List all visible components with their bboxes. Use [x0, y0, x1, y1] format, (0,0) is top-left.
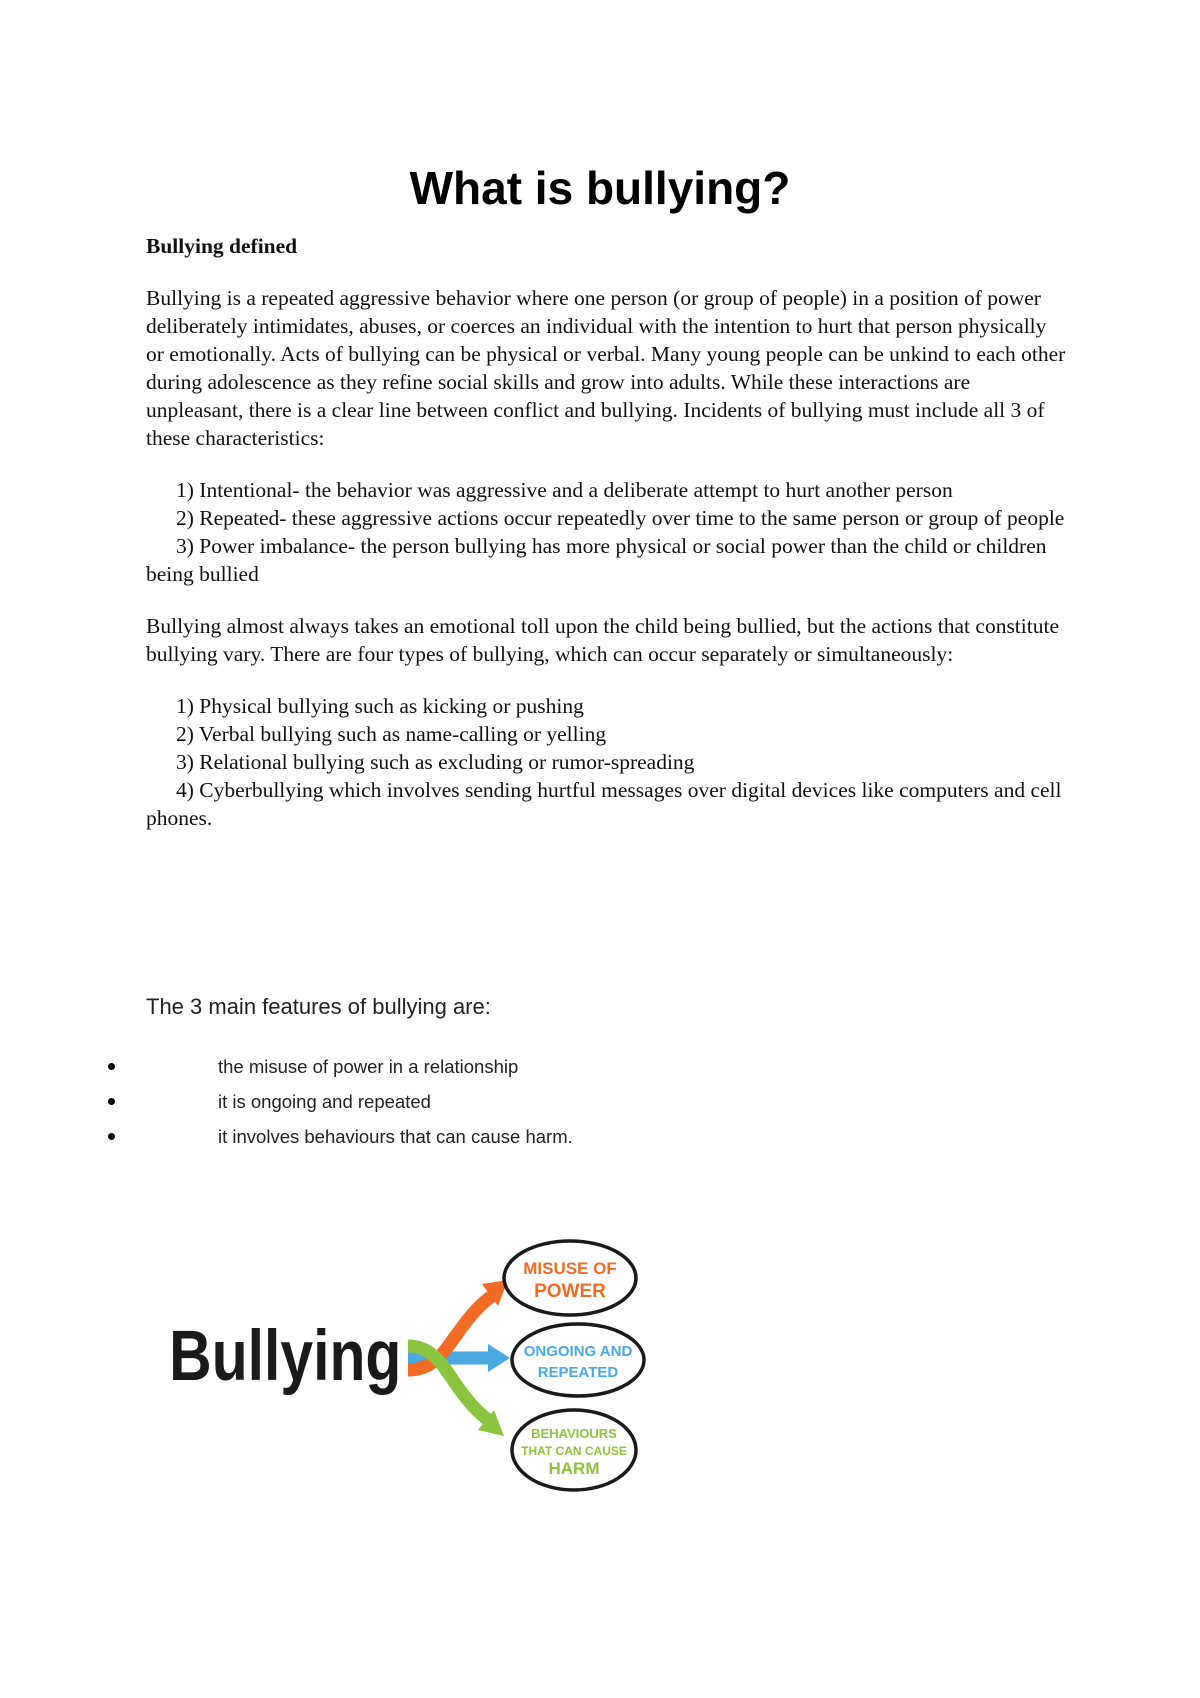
type-item: 2) Verbal bullying such as name-calling or yelling — [176, 722, 607, 746]
bullying-features-graphic — [160, 1230, 660, 1500]
bubble-outline — [512, 1324, 644, 1396]
bubble-misuse-of-power — [504, 1241, 636, 1315]
bubble-label: THAT CAN CAUSE — [521, 1444, 627, 1458]
bubble-ongoing-and-repeated — [512, 1324, 644, 1396]
bullet-dot-icon — [108, 1133, 115, 1140]
feature-text: it involves behaviours that can cause harm. — [218, 1126, 573, 1147]
bubble-label: HARM — [548, 1459, 600, 1478]
bullet-dot-icon — [108, 1098, 115, 1105]
types-list — [146, 692, 1066, 832]
feature-text: the misuse of power in a relationship — [218, 1056, 519, 1077]
characteristics-list — [146, 476, 1066, 588]
bubble-label: REPEATED — [537, 1364, 619, 1381]
page-title: What is bullying? — [409, 162, 791, 214]
bubble-outline — [504, 1241, 636, 1315]
bullying-word: Bullying — [169, 1315, 402, 1396]
features-list — [0, 1053, 1200, 1158]
bubble-label: POWER — [534, 1281, 606, 1302]
feature-item — [0, 1088, 1200, 1123]
section-heading: Bullying defined — [146, 234, 298, 258]
feature-text: it is ongoing and repeated — [218, 1091, 431, 1112]
feature-item — [0, 1053, 1200, 1088]
characteristic-item: 2) Repeated- these aggressive actions occur repeatedly over time to the same person or group of people — [176, 506, 1065, 530]
blue-arrow-head — [488, 1344, 510, 1372]
bullet-dot-icon — [108, 1063, 115, 1070]
bubble-label: BEHAVIOURS — [531, 1426, 617, 1441]
intro-paragraph: Bullying is a repeated aggressive behavior where one person (or group of people) in a position of power deliberately intimidates, abuses, or coerces an individual with the intention to hurt that person physically or emotionally. Acts of bullying can be physical or verbal. Many young people can be unkind to each other during adolescence as they refine social skills and grow into adults. While these interactions are unpleasant, there is a clear line between conflict and bullying. Incidents of bullying must include all 3 of these characteristics: — [146, 286, 1066, 450]
bubble-behaviours-that-can-cause-harm — [512, 1410, 636, 1490]
arrows-group — [408, 1280, 510, 1436]
bubble-label: MISUSE OF — [523, 1259, 617, 1278]
features-heading: The 3 main features of bullying are: — [146, 994, 491, 1019]
type-item: 4) Cyberbullying which involves sending hurtful messages over digital devices like computers and cell phones. — [146, 778, 1062, 830]
main-content — [146, 232, 1066, 856]
bubble-label: ONGOING AND — [523, 1343, 633, 1360]
types-intro-paragraph: Bullying almost always takes an emotional toll upon the child being bullied, but the actions that constitute bullying vary. There are four types of bullying, which can occur separately or simultaneously: — [146, 614, 1059, 666]
feature-item — [0, 1123, 1200, 1158]
characteristic-item: 3) Power imbalance- the person bullying has more physical or social power than the child or children being bullied — [146, 534, 1047, 586]
characteristic-item: 1) Intentional- the behavior was aggressive and a deliberate attempt to hurt another person — [176, 478, 953, 502]
type-item: 1) Physical bullying such as kicking or pushing — [176, 694, 584, 718]
type-item: 3) Relational bullying such as excluding or rumor-spreading — [176, 750, 695, 774]
